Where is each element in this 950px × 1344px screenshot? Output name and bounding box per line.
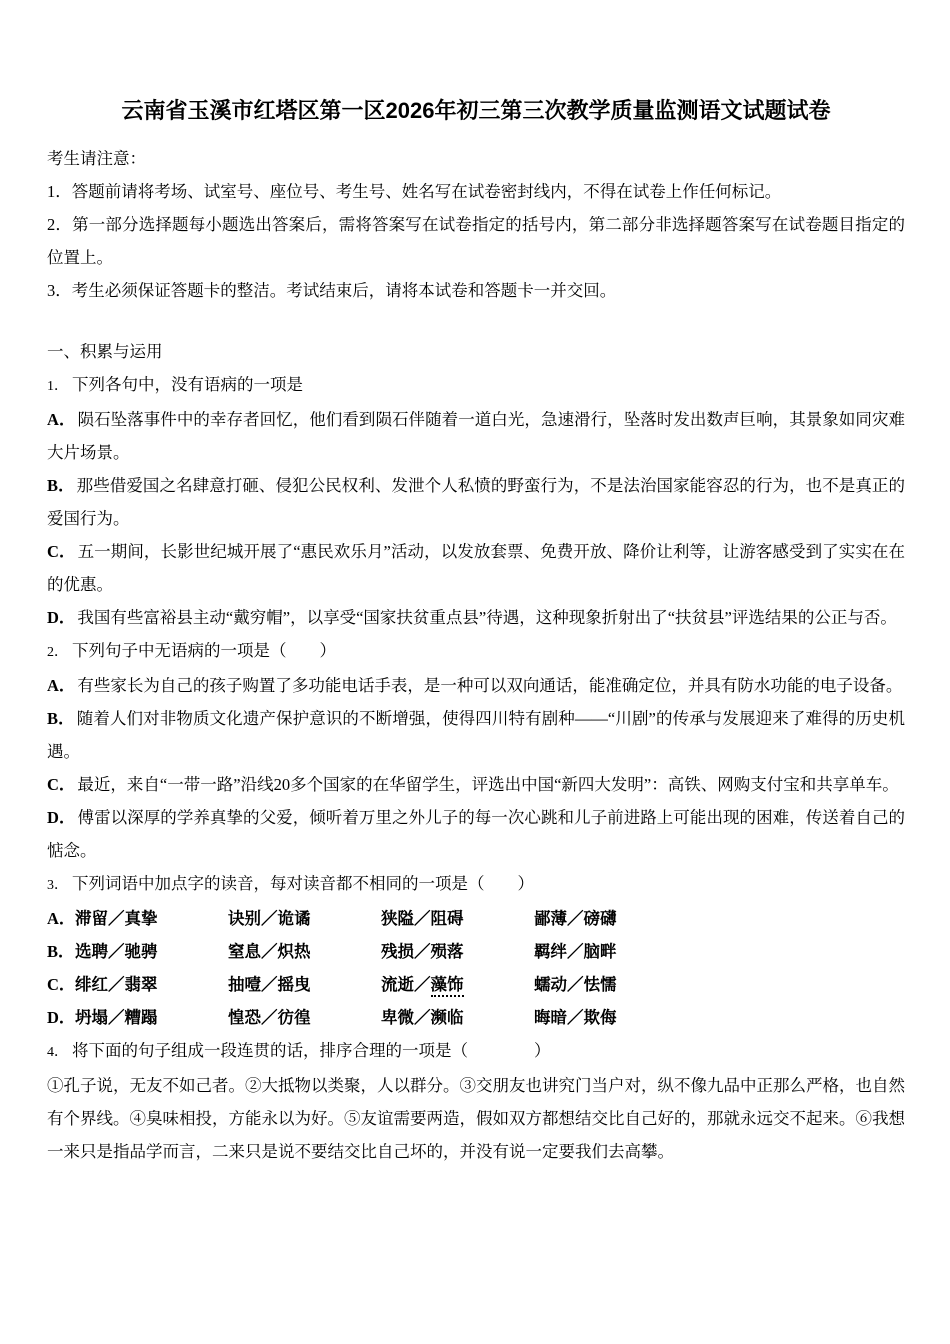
q2-option-b-label: B． <box>47 709 75 728</box>
notice-item-2: 2．第一部分选择题每小题选出答案后，需将答案写在试卷指定的括号内，第二部分非选择题答案写在试卷题目指定的位置上。 <box>47 215 905 267</box>
word-pair: 滞留／真挚 <box>75 909 158 928</box>
q3-row-a-label: A． <box>47 909 76 928</box>
word-pair-dotted-part: 藻饰 <box>431 975 464 997</box>
word-pair: 晦暗／欺侮 <box>534 1008 617 1027</box>
q1-stem-text: 下列各句中，没有语病的一项是 <box>72 375 303 394</box>
q1-option-b-label: B． <box>47 476 75 495</box>
word-pair: 狭隘／阻碍 <box>381 909 464 928</box>
q4-stem-text: 将下面的句子组成一段连贯的话，排序合理的一项是（ ） <box>72 1041 551 1060</box>
q1-option-a <box>47 403 905 469</box>
q2-option-d-label: D． <box>47 808 76 827</box>
q3-row-b-label: B． <box>47 942 75 961</box>
q2-option-b-text: 随着人们对非物质文化遗产保护意识的不断增强，使得四川特有剧种——“川剧”的传承与发展迎来了难得的历史机遇。 <box>47 709 905 761</box>
q1-option-d-text: 我国有些富裕县主动“戴穷帽”，以享受“国家扶贫重点县”待遇，这种现象折射出了“扶贫县”评选结果的公正与否。 <box>77 608 897 627</box>
word-pair: 卑微／濒临 <box>381 1008 464 1027</box>
q1-option-c <box>47 535 905 601</box>
word-pair: 残损／殒落 <box>381 942 464 961</box>
notice-item-3: 3．考生必须保证答题卡的整洁。考试结束后，请将本试卷和答题卡一并交回。 <box>47 281 617 300</box>
word-pair-dotted <box>381 968 534 1001</box>
q2-option-b <box>47 702 905 768</box>
q3-row-c <box>47 968 905 1001</box>
q2-option-a-label: A． <box>47 676 76 695</box>
q1-option-a-text: 陨石坠落事件中的幸存者回忆，他们看到陨石伴随着一道白光，急速滑行，坠落时发出数声巨响，其景象如同灾难大片场景。 <box>47 410 906 462</box>
q2-option-a-text: 有些家长为自己的孩子购置了多功能电话手表，是一种可以双向通话，能准确定位，并具有防水功能的电子设备。 <box>77 676 903 695</box>
q3-row-b <box>47 935 905 968</box>
q2-option-d-text: 傅雷以深厚的学养真挚的父爱，倾听着万里之外儿子的每一次心跳和儿子前进路上可能出现的困难，传送着自己的惦念。 <box>47 808 906 860</box>
word-pair: 羁绊／脑畔 <box>534 942 617 961</box>
q2-option-d <box>47 801 905 867</box>
word-pair: 绯红／翡翠 <box>75 975 158 994</box>
word-pair: 窒息／炽热 <box>228 942 311 961</box>
word-pair: 鄙薄／磅礴 <box>534 909 617 928</box>
paper-title: 云南省玉溪市红塔区第一区2026年初三第三次教学质量监测语文试题试卷 <box>121 98 831 123</box>
q2-option-a <box>47 669 905 702</box>
q3-row-a <box>47 902 905 935</box>
q2-option-c-text: 最近，来自“一带一路”沿线20多个国家的在华留学生，评选出中国“新四大发明”：高铁、网购支付宝和共享单车。 <box>77 775 899 794</box>
q2-stem-text: 下列句子中无语病的一项是（ ） <box>72 641 336 660</box>
word-pair: 诀别／诡谲 <box>228 909 311 928</box>
q2-option-c-label: C． <box>47 775 76 794</box>
q1-option-c-label: C． <box>47 542 76 561</box>
q1-option-b-text: 那些借爱国之名肆意打砸、侵犯公民权利、发泄个人私愤的野蛮行为，不是法治国家能容忍的行为，也不是真正的爱国行为。 <box>47 476 906 528</box>
word-pair: 选聘／驰骋 <box>75 942 158 961</box>
q3-stem <box>47 867 905 902</box>
q4-stem <box>47 1034 905 1069</box>
notice-item-1: 1．答题前请将考场、试室号、座位号、考生号、姓名写在试卷密封线内，不得在试卷上作任何标记。 <box>47 182 782 201</box>
word-pair-plain-part: 流逝／ <box>381 975 431 994</box>
word-pair: 坍塌／糟蹋 <box>75 1008 158 1027</box>
q3-number: 3． <box>47 878 68 893</box>
q1-number: 1． <box>47 379 68 394</box>
q1-option-d-label: D． <box>47 608 76 627</box>
q3-row-c-label: C． <box>47 975 76 994</box>
q1-option-d <box>47 601 905 634</box>
q3-row-d-label: D． <box>47 1008 76 1027</box>
q1-stem <box>47 368 905 403</box>
q1-option-a-label: A． <box>47 410 76 429</box>
q2-option-c <box>47 768 905 801</box>
spacer <box>47 307 905 335</box>
q1-option-c-text: 五一期间，长影世纪城开展了“惠民欢乐月”活动，以发放套票、免费开放、降价让利等，让游客感受到了实实在在的优惠。 <box>47 542 905 594</box>
word-pair: 抽噎／摇曳 <box>228 975 311 994</box>
q4-passage: ①孔子说，无友不如己者。②大抵物以类聚，人以群分。③交朋友也讲究门当户对，纵不像九品中正那么严格，也自然有个界线。④臭味相投，方能永以为好。⑤友谊需要两造，假如双方都想结交比自己好的，那就永远交不起来。⑥我想一来只是指品学而言，二来只是说不要结交比自己坏的，并没有说一定要我们去高攀。 <box>47 1076 905 1161</box>
q4-number: 4． <box>47 1045 68 1060</box>
section-heading: 一、积累与运用 <box>47 342 163 361</box>
q2-stem <box>47 634 905 669</box>
word-pair: 惶恐／彷徨 <box>228 1008 311 1027</box>
q2-number: 2． <box>47 645 68 660</box>
q3-row-d <box>47 1001 905 1034</box>
word-pair: 蠕动／怯懦 <box>534 975 617 994</box>
q1-option-b <box>47 469 905 535</box>
notice-header: 考生请注意： <box>47 149 146 168</box>
q3-stem-text: 下列词语中加点字的读音，每对读音都不相同的一项是（ ） <box>72 874 534 893</box>
